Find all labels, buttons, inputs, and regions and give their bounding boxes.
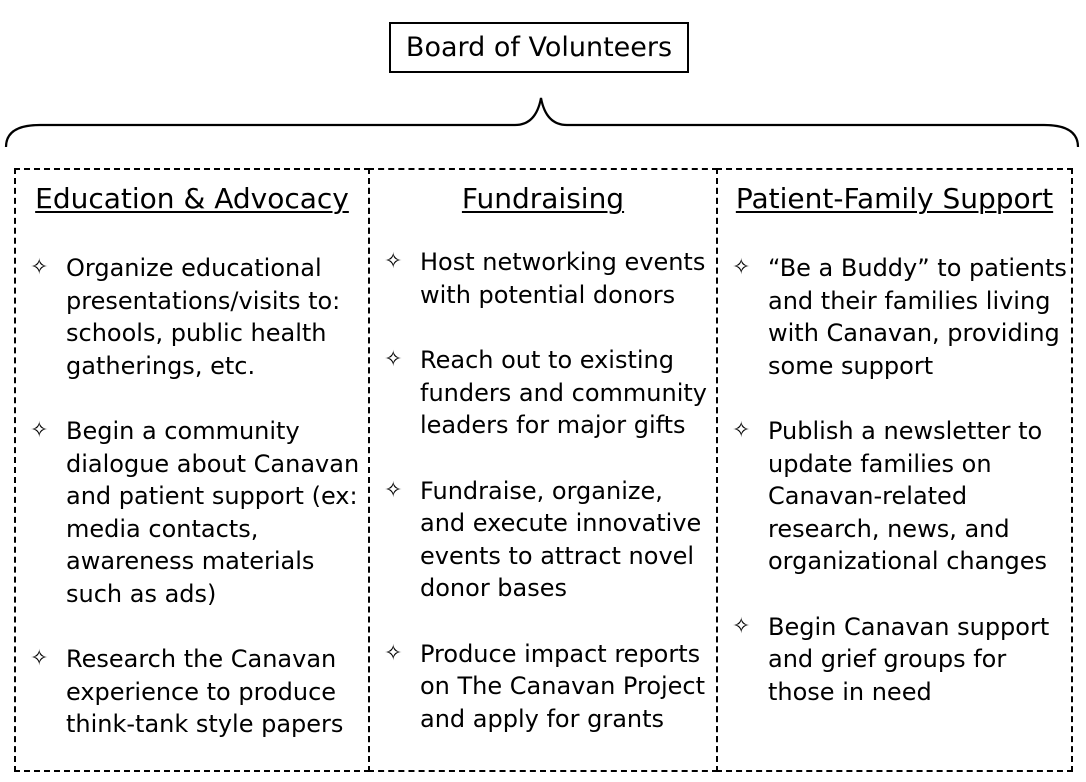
column-heading: Education & Advocacy (35, 182, 349, 215)
board-title-box (389, 22, 689, 73)
list-item-text: Produce impact reports on The Canavan Project and apply for grants (420, 639, 706, 733)
list-item (718, 611, 1071, 709)
four-point-star-icon: ✧ (732, 255, 751, 280)
list-item-text: Organize educational presentations/visits to: schools, public health gatherings, etc. (66, 254, 341, 380)
column-fundraising (368, 168, 718, 772)
list-item-text: Begin a community dialogue about Canavan and patient support (ex: media contacts, awareness materials such as ads) (66, 417, 360, 608)
bullet-list (16, 252, 368, 774)
four-point-star-icon: ✧ (384, 640, 403, 666)
four-point-star-icon: ✧ (384, 249, 403, 274)
list-item (370, 475, 716, 605)
list-item (718, 252, 1071, 382)
list-item (718, 415, 1071, 578)
list-item-text: Reach out to existing funders and community leaders for major gifts (420, 346, 707, 439)
board-title: Board of Volunteers (405, 32, 673, 63)
list-item (370, 344, 716, 442)
list-item (16, 252, 368, 382)
list-item-text: Publish a newsletter to update families on Canavan-related research, news, and organizational changes (768, 417, 1048, 575)
four-point-star-icon: ✧ (732, 613, 751, 639)
four-point-star-icon: ✧ (732, 418, 751, 443)
four-point-star-icon: ✧ (384, 347, 403, 372)
list-item-text: Host networking events with potential donors (420, 248, 706, 309)
list-item-text: Begin Canavan support and grief groups for those in need (768, 612, 1050, 706)
list-item-text: Fundraise, organize, and execute innovative events to attract novel donor bases (420, 476, 702, 602)
column-education-advocacy (14, 168, 370, 772)
list-item (16, 643, 368, 741)
column-heading: Patient-Family Support (735, 182, 1054, 215)
list-item (370, 638, 716, 736)
list-item (370, 246, 716, 311)
grouping-brace (0, 95, 1086, 155)
bullet-list (370, 246, 716, 768)
list-item-text: Research the Canavan experience to produce think-tank style papers (66, 645, 344, 738)
four-point-star-icon: ✧ (30, 646, 49, 671)
bullet-list (718, 252, 1071, 741)
four-point-star-icon: ✧ (30, 255, 49, 280)
list-item (16, 415, 368, 610)
four-point-star-icon: ✧ (30, 418, 49, 443)
four-point-star-icon: ✧ (384, 477, 403, 503)
list-item-text: “Be a Buddy” to patients and their families living with Canavan, providing some support (768, 254, 1067, 380)
column-patient-family-support (716, 168, 1073, 772)
column-heading: Fundraising (461, 182, 625, 215)
